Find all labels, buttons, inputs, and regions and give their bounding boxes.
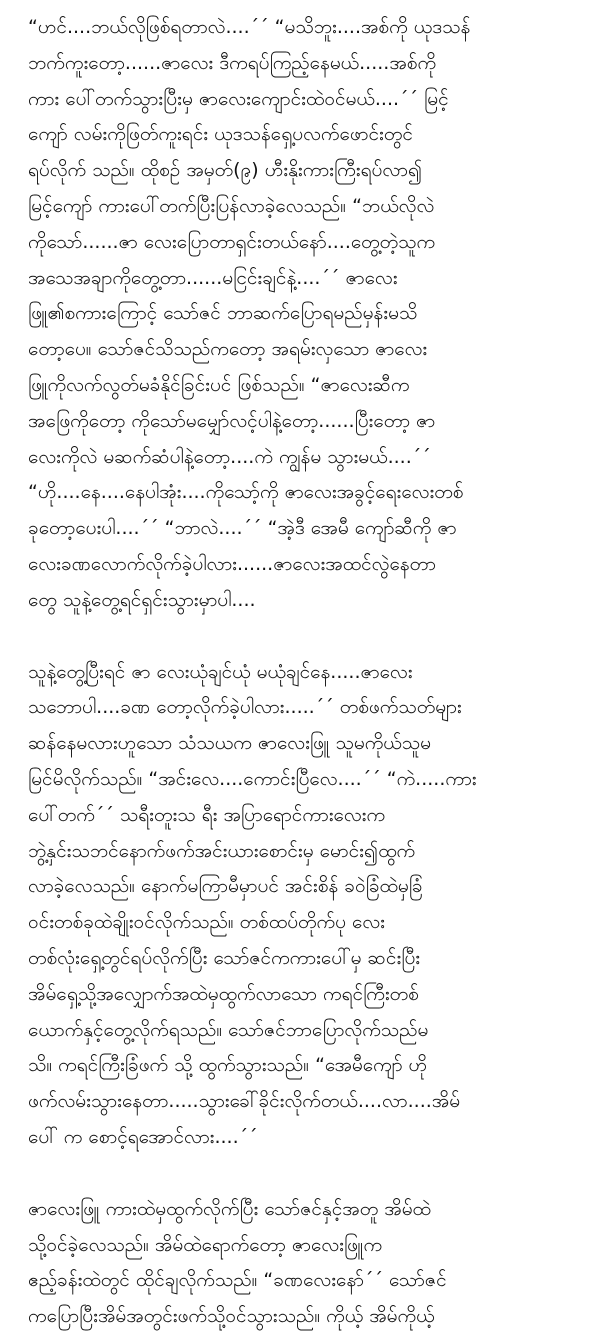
paragraph-gap (28, 619, 579, 655)
text-line: ဝင်းတစ်ခုထဲချိုးဝင်လိုက်သည်။ တစ်ထပ်တိုက်ပု လေး (28, 911, 385, 934)
text-line: သူနဲ့တွေ့ပြီးရင် ဇာ လေးယုံချင်ယုံ မယုံချင်နေ.....ဇာလေး (28, 660, 413, 683)
text-line: ပေါ် က စောင့်ရအောင်လား....´´ (28, 1125, 258, 1148)
text-line: ယောက်နှင့်တွေ့လိုက်ရသည်။ သော်ဇင်ဘာပြောလိုက်သည်မ (28, 1018, 429, 1041)
text-line: တစ်လုံးရှေ့တွင်ရပ်လိုက်ပြီး သော်ဇင်ကကားပေါ်မှ ဆင်းပြီး (28, 946, 421, 969)
text-line: ဇာလေးဖြူ ကားထဲမှထွက်လိုက်ပြီး သော်ဇင်နှင့်အတူ အိမ်ထဲ (28, 1197, 431, 1220)
paragraph (28, 655, 579, 1156)
text-line: ဆန်နေမလားဟူသော သံသယက ဇာလေးဖြူ သူမကိုယ်သူမ (28, 732, 431, 755)
text-line: သို့ဝင်ခဲ့လေသည်။ အိမ်ထဲရောက်တော့ ဇာလေးဖြူက (28, 1233, 383, 1256)
text-line: အိမ်ရှေ့သို့အလျှောက်အထဲမှထွက်လာသော ကရင်ကြီးတစ် (28, 982, 419, 1005)
text-line: သဘောပါ....ခဏ တော့လိုက်ခဲ့ပါလား.....´´ တစ်ဖက်သတ်များ (28, 696, 462, 719)
text-line: တွေ သူနဲ့တွေ့ရင်ရှင်းသွားမှာပါ.... (28, 588, 256, 611)
text-line: ခုတော့ပေးပါ....´´ “ဘာလဲ....´´ “အဲ့ဒီ အေမီ ကျော်ဆီကို ဇာ (28, 517, 457, 540)
text-line: ဖြူကိုလက်လွတ်မခံနိုင်ခြင်းပင် ဖြစ်သည်။ “ဇာလေးဆီက (28, 373, 410, 396)
text-line: အဖြေကိုတော့ ကိုသော်မမျှော်လင့်ပါနဲ့တော့......ပြီးတော့ ဇာ (28, 409, 436, 432)
text-line: ဘက်ကူးတော့......ဇာလေး ဒီကရပ်ကြည့်နေမယ်.....အစ်ကို (28, 51, 437, 74)
text-line: တော့ပေ။ သော်ဇင်သိသည်ကတော့ အရမ်းလှသော ဇာလေး (28, 338, 428, 361)
text-line: ဖက်လမ်းသွားနေတာ.....သွားခေါ်ခိုင်းလိုက်တယ်....လာ....အိမ် (28, 1090, 461, 1113)
paragraph (28, 1192, 579, 1335)
text-line: မြင့်ကျော် ကားပေါ်တက်ပြီးပြန်လာခဲ့လေသည်။ “ဘယ်လိုလဲ (28, 194, 435, 217)
text-line: သိ။ ကရင်ကြီးခြံဖက် သို့ ထွက်သွားသည်။ “အေမီကျော် ဟို (28, 1054, 428, 1077)
text-line: “ဟို....နေ....နေပါအုံး....ကိုသော့်ကို ဇာလေးအခွင့်ရေးလေးတစ် (28, 481, 464, 504)
text-line: လေးကိုလဲ မဆက်ဆံပါနဲ့တော့....ကဲ ကျွန်မ သွားမယ်....´´ (28, 445, 431, 468)
text-line: “ဟင်....ဘယ်လိုဖြစ်ရတာလဲ....´´ “မသိဘူး....အစ်ကို ယုဒသန် (28, 16, 471, 38)
text-line: လာခဲ့လေသည်။ နောက်မကြာမီမှာပင် အင်းစိန် ခဝဲခြံထဲမှခြံ (28, 875, 423, 898)
text-line: ဖြူ၏စကားကြောင့် သော်ဇင် ဘာဆက်ပြောရမည်မှန်းမသိ (28, 302, 418, 325)
text-line: မြင်မိလိုက်သည်။ “အင်းလေ....ကောင်းပြီလေ....´´ “ကဲ.....ကား (28, 767, 477, 790)
paragraph (28, 10, 579, 619)
text-line: ကိုသော်......ဇာ လေးပြောတာရှင်းတယ်နော်....တွေ့တဲ့သူက (28, 230, 436, 253)
text-line: ကျော် လမ်းကိုဖြတ်ကူးရင်း ယုဒသန်ရှေ့ပလက်ဖောင်းတွင် (28, 123, 413, 146)
text-line: ဘွဲ့နှင်းသဘင်နောက်ဖက်အင်းယားစောင်းမှ မောင်း၍ထွက် (28, 839, 416, 862)
text-line: ကား ပေါ်တက်သွားပြီးမှ ဇာလေးကျောင်းထဲဝင်မယ်....´´ မြင့် (28, 87, 449, 110)
text-line: ပေါ်တက်´´ သရီးတူးသ ရီး အပြာရောင်ကားလေးက (28, 803, 386, 826)
text-line: အသေအချာကိုတွေ့တာ......မငြင်းချင်နဲ့....´´ ဇာလေး (28, 266, 398, 289)
text-line: ကပြောပြီးအိမ်အတွင်းဖက်သို့ဝင်သွားသည်။ ကိုယ့် အိမ်ကိုယ့် (28, 1305, 435, 1328)
paragraph-gap (28, 1156, 579, 1192)
text-line: လေးခဏလောက်လိုက်ခဲ့ပါလား......ဇာလေးအထင်လွဲနေတာ (28, 552, 436, 575)
text-line: ဧည့်ခန်းထဲတွင် ထိုင်ချလိုက်သည်။ “ခဏလေးနော်´´ သော်ဇင် (28, 1269, 447, 1292)
text-line: ရပ်လိုက် သည်။ ထိုစဉ် အမှတ်(၉) ဟီးနိုးကားကြီးရပ်လာ၍ (28, 159, 423, 182)
